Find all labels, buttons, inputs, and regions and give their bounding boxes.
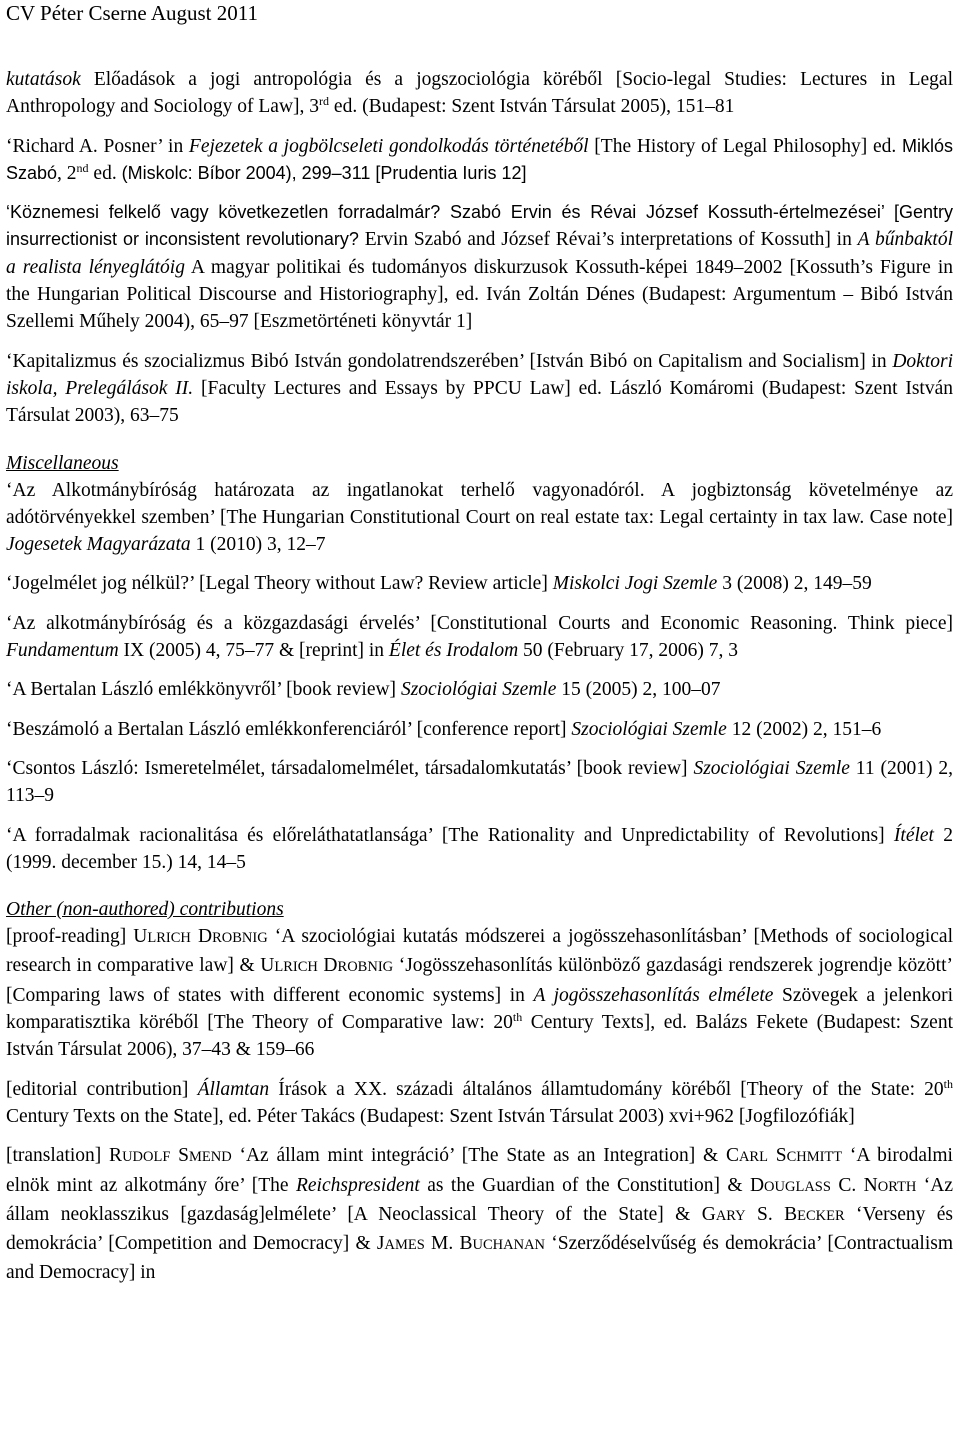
misc-entry [6, 570, 953, 597]
text-run: ‘A Bertalan László emlékkönyvről’ [book review] [6, 679, 401, 701]
text-run: Century Texts on the State], ed. Péter Takács (Budapest: Szent István Társulat 2003) xvi+962 [Jogfilozófiák] [6, 1105, 855, 1127]
text-run: ‘Csontos László: Ismeretelmélet, társadalomelmélet, társadalomkutatás’ [book review] [6, 757, 694, 779]
contribution-entry [6, 1142, 953, 1286]
italic-title: kutatások [6, 69, 81, 90]
text-run: ‘Az alkotmánybíróság és a közgazdasági érvelés’ [Constitutional Courts and Economic Reasoning. Think piece] [6, 612, 953, 634]
misc-entry [6, 676, 953, 703]
italic-title: Reichspresident [295, 1174, 420, 1196]
text-run: ‘Az állam neoklasszikus [gazdaság]elmélete’ [A Neoclassical Theory of the State] & G [6, 1174, 953, 1225]
superscript: rd [319, 94, 330, 109]
text-run: S. B [745, 1203, 798, 1225]
text-run: as the Guardian of the Constitution] & D [419, 1174, 765, 1196]
page-header: CV Péter Cserne August 2011 [6, 1, 258, 25]
misc-entry [6, 610, 953, 665]
italic-title: Fundamentum [6, 640, 119, 662]
publication-entry [6, 348, 953, 430]
text-run: D [317, 955, 338, 977]
superscript: th [512, 1010, 523, 1025]
text-run: , 2 [57, 162, 77, 184]
contribution-entry [6, 923, 953, 1063]
text-run: 15 (2005) 2, 100–07 [556, 679, 721, 701]
text-run: S [170, 1145, 190, 1167]
italic-title: A jogösszehasonlítás elmélete [533, 984, 774, 1006]
text-run: [translation] R [6, 1145, 123, 1167]
small-caps-name: UCHANAN [472, 1237, 546, 1254]
text-run: [editorial contribution] [6, 1078, 198, 1100]
text-run: ed. (Budapest: Szent István Társulat 2005), 151–81 [329, 96, 735, 118]
text-run: ‘A szociológiai kutatás módszerei a jogösszehasonlításban’ [Methods of sociological research in comparative law] & U [6, 926, 953, 977]
text-run: 2 (1999. december 15.) 14, 14–5 [6, 824, 953, 873]
italic-title: Jogesetek Magyarázata [6, 534, 191, 556]
text-run: IX (2005) 4, 75–77 & [reprint] in [118, 640, 389, 662]
publication-entry [6, 66, 953, 121]
text-run: ‘A birodalmi elnök mint az alkotmány őre’ [The [6, 1145, 953, 1196]
small-caps-name: ROBNIG [337, 959, 394, 976]
text-run: C. N [830, 1174, 878, 1196]
italic-title: Államtan [197, 1078, 270, 1100]
text-run: ed. [88, 162, 122, 184]
small-caps-name: ARL [738, 1149, 768, 1166]
text-run: D [190, 926, 213, 948]
italic-title: Élet és Irodalom [388, 640, 519, 662]
misc-entry [6, 477, 953, 559]
text-run: [Faculty Lectures and Essays by PPCU Law] ed. László Komáromi (Budapest: Szent István Társulat 2003), 63–75 [6, 377, 953, 427]
small-caps-name: MEND [189, 1149, 232, 1166]
italic-title: Szociológiai Szemle [571, 718, 727, 740]
text-run: ‘Beszámoló a Bertalan László emlékkonferenciáról’ [conference report] [6, 718, 572, 740]
text-run: Ervin Szabó and József Révai’s interpretations of Kossuth] in [358, 229, 858, 251]
misc-entry [6, 755, 953, 810]
small-caps-name: CHMITT [786, 1149, 843, 1166]
text-run: ‘Richard A. Posner’ in [6, 135, 189, 157]
small-caps-name: LRICH [147, 930, 191, 947]
text-run: 12 (2002) 2, 151–6 [726, 718, 882, 740]
publication-entry [6, 199, 953, 335]
text-run: 50 (February 17, 2006) 7, 3 [518, 640, 739, 662]
text-run: ‘Szerződéselvűség és demokrácia’ [Contractualism and Democracy] in [6, 1233, 953, 1284]
italic-title: Doktori iskola, Prelegálások II. [6, 350, 953, 399]
text-run: ‘A forradalmak racionalitása és előreláthatatlansága’ [The Rationality and Unpredictability of Revolutions] [6, 824, 894, 846]
text-run: 11 (2001) 2, 113–9 [6, 757, 953, 807]
text-run: Előadások a jogi antropológia és a jogszociológia köréből [Socio-legal Studies: Lectures in Legal Anthropology and Sociology of Law], 3 [6, 69, 953, 118]
italic-title: Fejezetek a jogbölcseleti gondolkodás történetéből [188, 135, 589, 157]
contribution-entry [6, 1076, 953, 1131]
text-run: A magyar politikai és tudományos diskurzusok Kossuth-képei 1849–2002 [Kossuth’s Figure in the Hungarian Political Discourse and Historiography], ed. Iván Zoltán Dénes (Budapest: Argumentum – Bibó István Szellemi Műhely 2004), 65–97 [Eszmetörténeti könyvtár 1] [6, 256, 953, 333]
text-run: [proof-reading] U [6, 926, 148, 948]
text-run: ‘Jogösszehasonlítás különböző gazdasági rendszerek jogrendje között’ [Comparing laws of states with different economic systems] in [6, 955, 953, 1006]
other-contributions-list [6, 923, 953, 1287]
text-run: ‘Az Alkotmánybíróság határozata az ingatlanokat terhelő vagyonadóról. A jogbiztonság követelménye az adótörvényekkel szemben’ [The Hungarian Constitutional Court on real estate tax: Legal certainty in tax law. Case note] [6, 479, 953, 528]
text-run: Szövegek a jelenkori komparatisztika köréből [The Theory of Comparative law: 20 [6, 984, 953, 1034]
italic-title: Szociológiai Szemle [400, 679, 557, 701]
small-caps-name: ORTH [877, 1178, 917, 1195]
small-caps-name: UDOLF [122, 1149, 171, 1166]
italic-title: A bűnbaktól a realista lényeglátóig [6, 229, 953, 278]
text-run: ‘Verseny és demokrácia’ [Competition and Democracy] & J [6, 1203, 953, 1255]
publications-list [6, 66, 953, 430]
superscript: th [943, 1076, 953, 1091]
sans-text: (Miskolc: Bíbor 2004), 299–311 [Prudentia Iuris 12] [121, 162, 527, 183]
text-run: ‘Kapitalizmus és szocializmus Bibó István gondolatrendszerében’ [István Bibó on Capitalism and Socialism] in [6, 350, 893, 372]
text-run: 3 (2008) 2, 149–59 [717, 573, 872, 595]
miscellaneous-list [6, 477, 953, 877]
text-run: Century Texts], ed. Balázs Fekete (Budapest: Szent István Társulat 2006), 37–43 & 159–66 [6, 1012, 953, 1061]
text-run: 1 (2010) 3, 12–7 [190, 534, 326, 556]
publication-entry [6, 133, 953, 188]
sans-text: ‘Köznemesi felkelő vagy következetlen forradalmár? Szabó Ervin és Révai József Kossuth-értelmezései’ [Gentry insurrectionist or inconsistent revolutionary? [6, 202, 953, 250]
italic-title: Ítélet [893, 824, 934, 846]
small-caps-name: LRICH [274, 959, 318, 976]
text-run: S [767, 1145, 787, 1167]
text-run: M. B [424, 1233, 473, 1255]
text-run: Írások a XX. századi általános államtudomány köréből [Theory of the State: 20 [269, 1078, 944, 1100]
italic-title: Szociológiai Szemle [693, 757, 850, 779]
misc-entry [6, 822, 953, 877]
small-caps-name: OUGLASS [764, 1178, 831, 1195]
section-title-miscellaneous: Miscellaneous [6, 452, 119, 474]
text-run: ‘Jogelmélet jog nélkül?’ [Legal Theory without Law? Review article] [6, 573, 553, 595]
small-caps-name: AMES [384, 1237, 425, 1254]
misc-entry [6, 716, 953, 743]
italic-title: Miskolci Jogi Szemle [552, 573, 718, 595]
text-run: ‘Az állam mint integráció’ [The State as an Integration] & C [231, 1145, 739, 1167]
sans-text: Miklós Szabó [6, 135, 953, 183]
section-title-other-contributions: Other (non-authored) contributions [6, 899, 284, 921]
text-run: [The History of Legal Philosophy] ed. [588, 135, 902, 157]
small-caps-name: ECKER [797, 1207, 845, 1224]
superscript: nd [76, 160, 89, 175]
small-caps-name: ROBNIG [212, 930, 268, 947]
small-caps-name: ARY [715, 1207, 746, 1224]
